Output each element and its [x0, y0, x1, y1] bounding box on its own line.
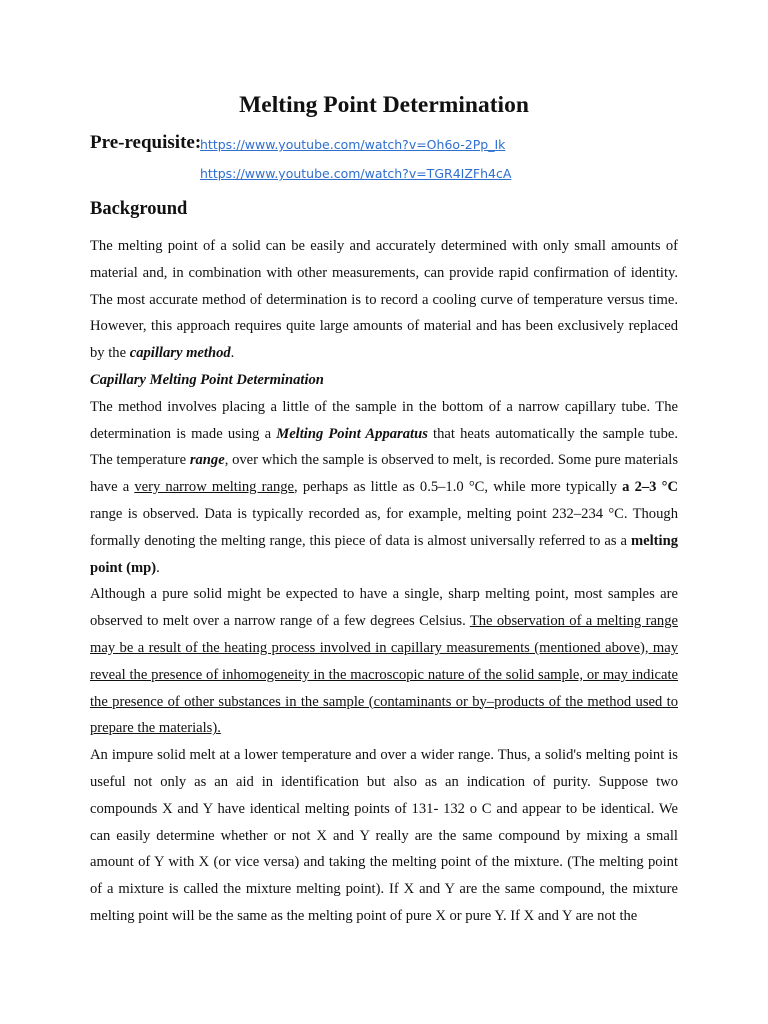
body-text — [90, 233, 678, 930]
melting-point-term: melting point (mp) — [90, 532, 678, 576]
narrow-range-underline: very narrow melting range — [134, 479, 295, 496]
paragraph-method: The method involves placing a little of the sample in the bottom of a narrow capillary tube. The determination is made using a Melting Point Apparatus that heats automatically the sample tube. The temperature range, over which the sample is observed to melt, is recorded. Some pure materials have a very narrow melting range, perhaps as little as 0.5–1.0 °C, while more typically a 2–3 °C range is observed. Data is typically recorded as, for example, melting point 232–234 °C. Though formally denoting the melting range, this piece of data is almost universally referred to as a melting point (mp). — [90, 398, 678, 576]
apparatus-emphasis: Melting Point Apparatus — [276, 425, 428, 442]
paragraph-observation: Although a pure solid might be expected to have a single, sharp melting point, most samples are observed to melt over a narrow range of a few degrees Celsius. The observation of a melting range may be a result of the heating process involved in capillary measurements (mentioned above), may reveal the presence of inhomogeneity in the macroscopic nature of the solid sample, or may indicate the presence of other substances in the sample (contaminants or by–products of the method used to prepare the materials). — [90, 586, 678, 737]
section-heading-background: Background — [90, 199, 188, 219]
typical-range-bold: a 2–3 °C — [622, 479, 678, 496]
paragraph-intro: The melting point of a solid can be easily and accurately determined with only small amounts of material and, in combination with other measurements, can provide rapid confirmation of identity. The most accurate method of determination is to record a cooling curve of temperature versus time. However, this approach requires quite large amounts of material and has been exclusively replaced by the capillary method. — [90, 238, 678, 362]
prerequisite-link-1[interactable]: https://www.youtube.com/watch?v=Oh6o-2Pp_Ik — [200, 137, 506, 152]
paragraph-impure: An impure solid melt at a lower temperature and over a wider range. Thus, a solid's melting point is useful not only as an aid in identification but also as an indication of purity. Suppose two compounds X and Y have identical melting points of 131- 132 o C and appear to be identical. We can easily determine whether or not X and Y really are the same compound by mixing a small amount of Y with X (or vice versa) and taking the melting point of the mixture. (The melting point of a mixture is called the mixture melting point). If X and Y are the same compound, the mixture melting point will be the same as the melting point of pure X or pure Y. If X and Y are not the — [90, 747, 678, 924]
observation-underline: The observation of a melting range may be a result of the heating process involved in capillary measurements (mentioned above), may reveal the presence of inhomogeneity in the macroscopic nature of the solid sample, or may indicate the presence of other substances in the sample (contaminants or by–products of the method used to prepare the materials). — [90, 613, 678, 737]
capillary-method-emphasis: capillary method — [129, 345, 231, 362]
page-title: Melting Point Determination — [239, 92, 529, 118]
subheading-capillary: Capillary Melting Point Determination — [90, 371, 324, 388]
range-emphasis: range — [189, 452, 225, 469]
prerequisite-label: Pre-requisite: — [90, 132, 202, 153]
prerequisite-link-2[interactable]: https://www.youtube.com/watch?v=TGR4IZFh4cA — [200, 166, 512, 181]
